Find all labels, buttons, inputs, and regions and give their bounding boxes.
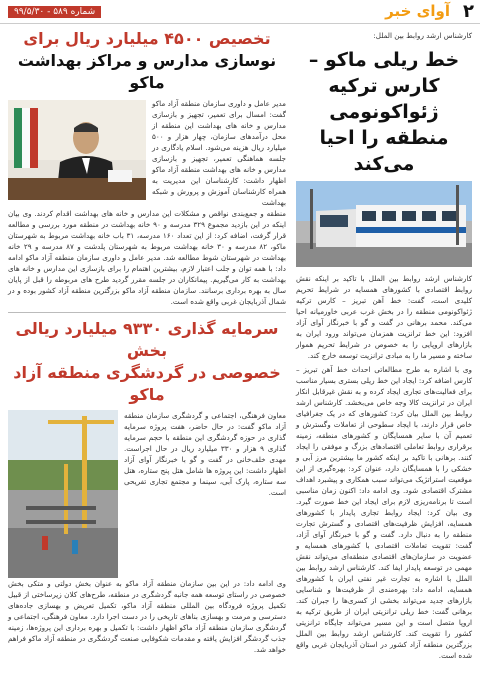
right-article-lead: کارشناس ارشد روابط بین الملل:	[373, 31, 472, 40]
left-article-1-intro: مدیر عامل و داوری سازمان منطقه آزاد ماکو گفت: امسال برای تعمیر، تجهیز و بازسازی مدارس و خانه های بهداشت این منطقه از محل درآمدهای سازمان، چهار هزار و ۵۰۰ میلیارد ریال هزینه می‌شود. اسلام یادگاری در جلسه هماهنگی تعمیر، تجهیز و بازسازی مدارس و خانه های بهداشت منطقه آزاد ماکو اظهار داشت: کارشناسان این مدیریت به همراه کارشناسان آموزش و پرورش و شبکه بهداشت	[152, 99, 286, 207]
left-article-2	[8, 318, 286, 655]
left-article-2-body: وی ادامه داد: در این بین سازمان منطقه آزاد ماکو به عنوان بخش دولتی و متکی بخش خصوصی در راستای توسعه همه جانبه گردشگری در منطقه، طرح‌های کلان زیرساختی از قبیل تکمیل پروژه فرودگاه بین المللی منطقه آزاد ماکو، تکمیل تعریض و بهسازی جاده‌های دسترسی و مرمت و بهسازی بناهای تاریخی را در دست اجرا دارد. معاون فرهنگی، اجتماعی و گردشگری سازمان منطقه آزاد ماکو اظهار داشت: با تکمیل و بهره برداری این پروژه‌ها، زمینه جذب گردشگر افزایش یافته و مقدمات شکوفایی صنعت گردشگری در منطقه آزاد ماکو فراهم خواهد شد.	[8, 579, 286, 654]
page-header	[0, 0, 480, 24]
right-article	[296, 28, 472, 661]
left-article-1	[8, 28, 286, 307]
left-article-2-top	[8, 410, 286, 578]
left-article-2-headline-line1: سرمایه گذاری ۹۳۳۰ میلیارد ریالی بخش	[15, 319, 279, 360]
construction-photo	[8, 410, 118, 578]
left-article-2-intro: معاون فرهنگی، اجتماعی و گردشگری سازمان منطقه آزاد ماکو گفت: در حال حاضر، هفت پروژه سرمایه گذاری در حوزه گردشگری این منطقه با حجم سرمایه گذاری ۹ هزار و ۳۳۰ میلیارد ریال در حال اجراست. مهدی خلف‌خانی در گفت و گو با خبرنگار آوای آزاد اظهار داشت: این پروژه ها شامل هتل پنج ستاره، هتل سه ستاره، پارک آبی، سینما و مجتمع تجاری تفریحی است.	[124, 411, 286, 497]
train-photo-wrapper	[296, 181, 472, 273]
article-divider	[8, 312, 286, 313]
left-article-2-headline	[8, 318, 286, 406]
train-image	[296, 181, 472, 267]
left-column	[8, 28, 286, 655]
left-article-1-headline-line2: نوسازی مدارس و مراکز بهداشت ماکو	[17, 51, 277, 92]
left-article-1-body: منطقه و جمع‌بندی نواقص و مشکلات این مدارس و خانه های بهداشت اقدام کردند. وی بیان اینکه در این بازدید مجموع ۳۲۹ مدرسه و ۹۰ خانه بهداشت در منطقه مورد بررسی و مطالعه قرار گرفت، اضافه کرد: از این تعداد ۱۶۰ مدرسه، ۳۱ باب خانه بهداشت مربوط به شهرستان ماکو، ۸۲ مدرسه و ۳۰ خانه بهداشت مربوط به شهرستان پلدشت و ۸۷ مدرسه و ۲۹ خانه بهداشت در شهرستان شوط مطالعه شد. مدیر عامل و داوری سازمان منطقه آزاد ماکو ادامه داد: با همه توان و جلب اعتبار لازم، بیشترین اهتمام را برای بازسازی این مدارس و خانه های بهداشت به کار می‌گیریم. پیمانکاران در جلسه مقرر گردید طرح های مربوطه را قبل از پایان سال به بهره برداری برسانند. سازمان منطقه آزاد ماکو بزرگترین منطقه آزاد کشور بوده و در شمال آذربایجان غربی واقع شده است.	[8, 209, 287, 306]
official-photo	[8, 100, 146, 200]
right-article-body-1: کارشناس ارشد روابط بین الملل با تاکید بر اینکه نقش روابط اقتصادی با کشورهای همسایه در شرایط تحریم کلیدی است، گفت: خط آهن تبریز – کارس ترکیه ژئواکونومی منطقه را در بخش غرب عربی خاورمیانه احیا می‌کند. محمد برهانی در گفت و گو با خبرنگار آوای آزاد افزود: این خط ترانزیت همزمان می‌تواند ورود ایران به بازارهای اروپایی را به خصوص در شرایط تحریم هموار ساخته و مسیر ما را به مبادی ترانزیت توسعه خارج کند.	[296, 274, 472, 360]
left-article-1-headline-line1: تخصیص ۴۵۰۰ میلیارد ریال برای	[23, 29, 271, 48]
train-photo	[296, 181, 472, 267]
left-article-1-headline	[8, 28, 286, 94]
right-article-body-2: وی با اشاره به طرح مطالعاتی احداث خط آهن تبریز – کارس اضافه کرد: ایجاد این خط ریلی بستری بسیار مناسب برای فعالیت‌های تجاری ایجاد کرده و به نقش غیرقابل انکار ایران در ترانزیت کالا وجه خاص می‌بخشد. کارشناس ارشد روابط بین الملل بیان کرد: کشورهای که در یک جغرافیای خاص قرار دارند، با ایجاد سطوحی از تعاملات وگسترش و تعمیم آن با سایر همسایگان و کشورهای منطقه، زمینه برقراری روابط تعاملی اقتصادهای بزرگ و موفقی را ایجاد کنند. برهانی با تاکید بر اینکه کشور ما بیشترین مرز آبی و خشکی را با همسایگان دارد، عنوان کرد: بهره‌گیری از این موقعیت استراتژیک می‌تواند سبب همکاری و پیشبرد اهداف مشترک اقتصادی شود. وی ادامه داد: اکنون زمان مناسبی است تا برنامه‌ریزی لازم برای ایجاد این خط صورت گیرد. وی بیان کرد: ایجاد روابط تجاری پایدار با کشورهای همسایه، افزایش ظرفیت‌های اقتصادی و گسترش تجارت منطقه را به دنبال دارد. گفت و گو با خبرنگار آوای آزاد، گفت: تقویت تعاملات اقتصادی با کشورهای همسایه و عضویت در سازمان‌های اقتصادی منطقه‌ای می‌تواند نقش مهمی در توسعه پایدار ایفا کند. کارشناس ارشد روابط بین الملل با اشاره به تجارت غیر نفتی ایران با کشورهای همسایه، ادامه داد: بهره‌مندی از ظرفیت‌ها و شناسایی بازارهای جدید می‌تواند بخشی از کسری‌ها را جبران کند. برهانی گفت: خط ریلی ترانزیتی ایران از طریق ترکیه به اروپا متصل است و این مسیر می‌تواند جایگاه ترانزیتی کشور را تقویت کند. کارشناس ارشد روابط بین الملل بزرگترین منطقه آزاد کشور در استان آذربایجان غربی واقع شده است.	[296, 365, 472, 660]
official-image	[8, 100, 146, 200]
issue-badge: شماره ۵۸۹ - ۹۹/۵/۳۰	[8, 6, 101, 18]
page-number: ۲	[463, 1, 474, 22]
construction-image	[8, 410, 118, 578]
publication-name: آوای خبر	[385, 2, 450, 20]
left-article-1-top	[8, 98, 286, 208]
right-article-headline: خط ریلی ماکو – کارس ترکیه ژئواکونومی منطقه را احیا می‌کند	[308, 49, 460, 175]
left-article-2-headline-line2: خصوصی در گردشگری منطقه آزاد ماکو	[13, 363, 281, 404]
